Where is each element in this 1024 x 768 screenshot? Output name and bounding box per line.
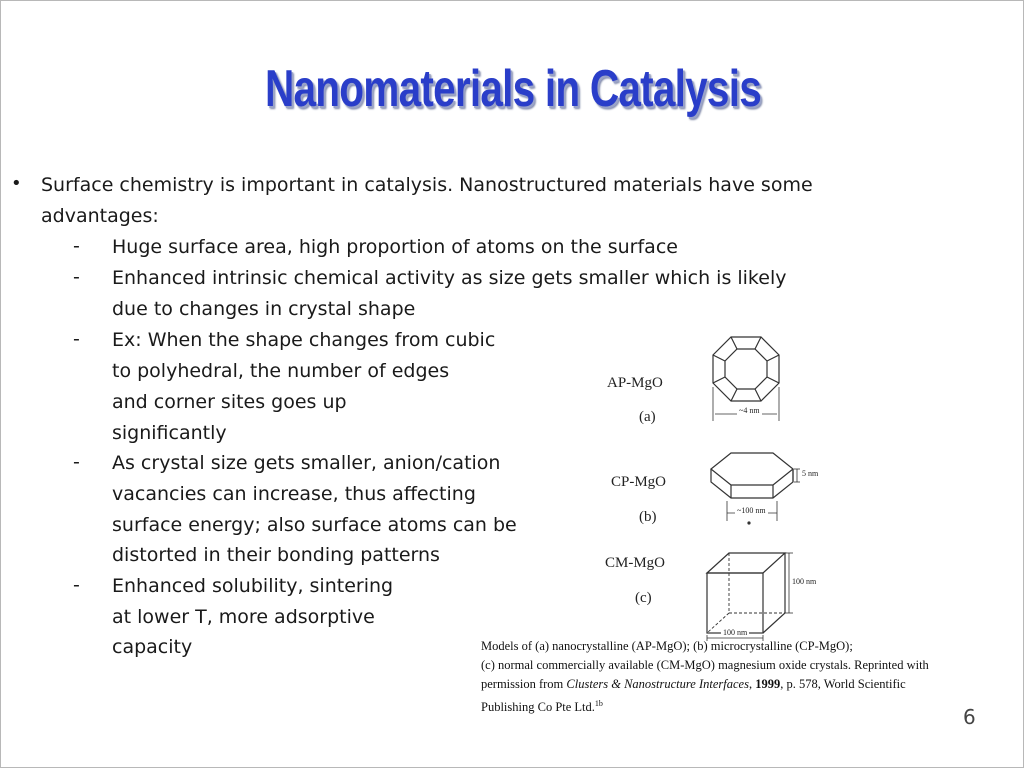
cp-mgo-width-label: ~100 nm — [737, 506, 766, 515]
sub-point-dash: - — [73, 451, 80, 473]
sub-point-3-line-2: to polyhedral, the number of edges — [112, 360, 450, 382]
caption-source-title: Clusters & Nanostructure Interfaces — [566, 677, 749, 691]
caption-line-2: (c) normal commercially available (CM-MgO) magnesium oxide crystals. Reprinted with — [481, 658, 929, 672]
sub-point-3-line-1: Ex: When the shape changes from cubic — [112, 329, 496, 351]
ap-mgo-size-label: ~4 nm — [739, 406, 760, 415]
caption-line-1: Models of (a) nanocrystalline (AP-MgO); (b) microcrystalline (CP-MgO); — [481, 639, 853, 653]
caption-year: 1999 — [755, 677, 781, 691]
sub-point-5-line-2: at lower T, more adsorptive — [112, 606, 375, 628]
cm-mgo-tag: (c) — [635, 590, 652, 606]
main-bullet-line-1: Surface chemistry is important in catalysis. Nanostructured materials have some — [41, 174, 813, 196]
bullet-marker: • — [11, 173, 22, 194]
sub-point-4-line-3: surface energy; also surface atoms can be — [112, 514, 517, 536]
sub-point-2-line-1: Enhanced intrinsic chemical activity as size gets smaller which is likely — [112, 267, 787, 289]
main-bullet-line-2: advantages: — [41, 205, 159, 227]
sub-point-4-line-4: distorted in their bonding patterns — [112, 544, 440, 566]
sub-point-dash: - — [73, 235, 80, 257]
sub-point-dash: - — [73, 266, 80, 288]
sub-point-4-line-1: As crystal size gets smaller, anion/cation — [112, 452, 501, 474]
sub-point-3-line-4: significantly — [112, 422, 227, 444]
cp-mgo-label: CP-MgO — [611, 474, 667, 490]
cm-mgo-height-label: 100 nm — [792, 577, 817, 586]
cp-mgo-tag: (b) — [639, 509, 657, 525]
sub-point-1-line-1: Huge surface area, high proportion of atoms on the surface — [112, 236, 678, 258]
sub-point-3-line-3: and corner sites goes up — [112, 391, 347, 413]
sub-point-4-line-2: vacancies can increase, thus affecting — [112, 483, 476, 505]
caption-text: , — [748, 677, 756, 691]
caption-text: , p. 578, World Scientific — [780, 677, 906, 691]
cm-mgo-label: CM-MgO — [605, 555, 666, 571]
sub-point-dash: - — [73, 574, 80, 596]
caption-reference: 1b — [594, 699, 603, 708]
cm-mgo-width-label: 100 nm — [723, 628, 748, 637]
figure-caption — [481, 637, 981, 717]
cube-crystal-model — [707, 553, 793, 641]
sub-point-5-line-3: capacity — [112, 636, 193, 658]
cp-mgo-height-label: 5 nm — [802, 469, 819, 478]
caption-text: permission from — [481, 677, 567, 691]
page-number: 6 — [963, 705, 976, 729]
sub-point-2-line-2: due to changes in crystal shape — [112, 298, 416, 320]
ap-mgo-tag: (a) — [639, 409, 656, 425]
sub-point-dash: - — [73, 328, 80, 350]
caption-text: Publishing Co Pte Ltd. — [481, 700, 595, 715]
slide-title: Nanomaterials in Catalysis — [265, 60, 761, 118]
caption-line-4 — [481, 694, 981, 717]
ap-mgo-label: AP-MgO — [607, 375, 663, 391]
sub-point-5-line-1: Enhanced solubility, sintering — [112, 575, 394, 597]
caption-line-3 — [481, 675, 981, 694]
